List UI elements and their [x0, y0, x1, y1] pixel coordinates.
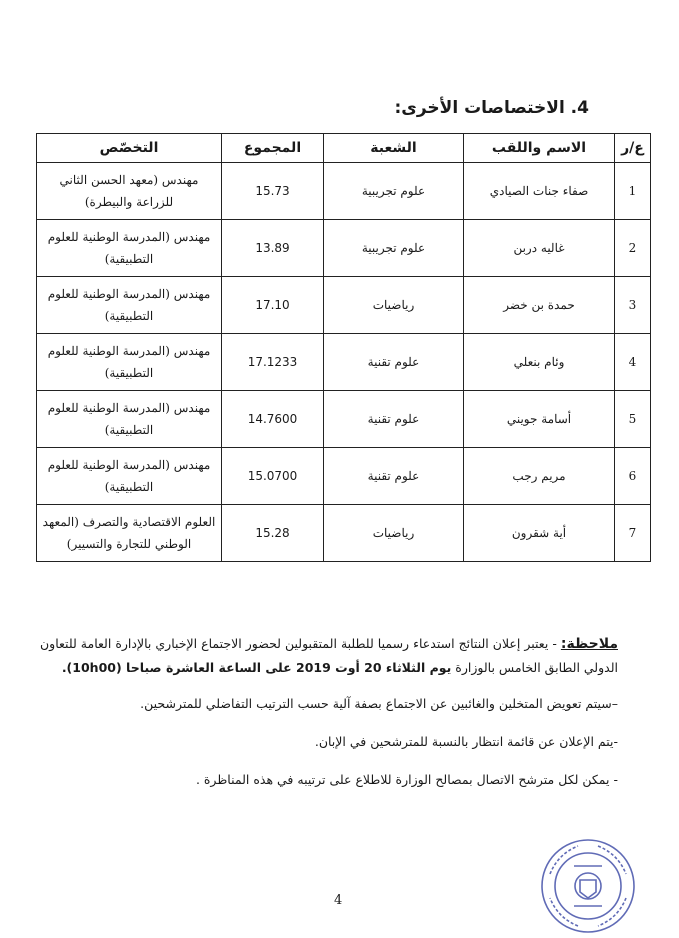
cell-score: 15.0700	[222, 448, 324, 505]
cell-stream: علوم تجريبية	[324, 220, 464, 277]
cell-stream: علوم تقنية	[324, 448, 464, 505]
cell-specialty: مهندس (المدرسة الوطنية للعلوم التطبيقية)	[37, 334, 222, 391]
cell-num: 6	[615, 448, 651, 505]
cell-num: 5	[615, 391, 651, 448]
cell-num: 2	[615, 220, 651, 277]
table-row	[37, 277, 651, 334]
cell-score: 15.73	[222, 163, 324, 220]
cell-num: 4	[615, 334, 651, 391]
note-label: ملاحظة:	[560, 636, 618, 652]
table-row	[37, 505, 651, 562]
official-stamp-icon	[538, 836, 638, 936]
page-number: 4	[334, 893, 343, 908]
cell-stream: علوم تقنية	[324, 334, 464, 391]
cell-score: 14.7600	[222, 391, 324, 448]
cell-specialty: مهندس (معهد الحسن الثاني للزراعة والبيطرة)	[37, 163, 222, 220]
cell-specialty: العلوم الاقتصادية والتصرف (المعهد الوطني للتجارة والتسيير)	[37, 505, 222, 562]
cell-score: 15.28	[222, 505, 324, 562]
table-row	[37, 391, 651, 448]
note-item-replacement: –سيتم تعويض المتخلين والغائبين عن الاجتماع بصفة آلية حسب الترتيب التفاضلي للمترشحين.	[140, 696, 618, 711]
cell-stream: علوم تقنية	[324, 391, 464, 448]
cell-stream: علوم تجريبية	[324, 163, 464, 220]
table-row	[37, 334, 651, 391]
cell-specialty: مهندس (المدرسة الوطنية للعلوم التطبيقية)	[37, 448, 222, 505]
cell-name: مريم رجب	[464, 448, 615, 505]
cell-specialty: مهندس (المدرسة الوطنية للعلوم التطبيقية)	[37, 220, 222, 277]
cell-score: 17.10	[222, 277, 324, 334]
cell-num: 1	[615, 163, 651, 220]
cell-name: صفاء جنات الصيادي	[464, 163, 615, 220]
note-main-paragraph	[40, 632, 618, 680]
cell-specialty: مهندس (المدرسة الوطنية للعلوم التطبيقية)	[37, 391, 222, 448]
notes-section	[40, 632, 618, 806]
note-main-text: - يعتبر إعلان النتائج استدعاء رسميا للطلبة المتقبولين لحضور الاجتماع الإخباري بالإدارة العامة للتعاون الدولي الطابق الخامس بالوزارة	[40, 636, 618, 675]
cell-name: غاليه دربن	[464, 220, 615, 277]
note-item-contact: - يمكن لكل مترشح الاتصال بمصالح الوزارة للاطلاع على ترتيبه في هذه المناظرة .	[195, 772, 618, 787]
cell-name: أية شقرون	[464, 505, 615, 562]
table-header-row	[37, 134, 651, 163]
cell-stream: رياضيات	[324, 505, 464, 562]
cell-score: 17.1233	[222, 334, 324, 391]
header-score: المجموع	[222, 134, 324, 163]
cell-specialty: مهندس (المدرسة الوطنية للعلوم التطبيقية)	[37, 277, 222, 334]
cell-name: حمدة بن خضر	[464, 277, 615, 334]
cell-num: 3	[615, 277, 651, 334]
table-row	[37, 163, 651, 220]
section-title: 4. الاختصاصات الأخرى:	[394, 98, 589, 118]
table-row	[37, 448, 651, 505]
cell-stream: رياضيات	[324, 277, 464, 334]
cell-score: 13.89	[222, 220, 324, 277]
header-name: الاسم واللقب	[464, 134, 615, 163]
cell-name: أسامة جويني	[464, 391, 615, 448]
header-specialty: التخصّص	[37, 134, 222, 163]
cell-name: وئام بنعلي	[464, 334, 615, 391]
header-stream: الشعبة	[324, 134, 464, 163]
header-num: ع/ر	[615, 134, 651, 163]
note-date-time: يوم الثلاثاء 20 أوت 2019 على الساعة العاشرة صباحا (10h00).	[61, 660, 452, 675]
results-table	[36, 133, 651, 562]
table-row	[37, 220, 651, 277]
cell-num: 7	[615, 505, 651, 562]
note-item-waiting-list: -يتم الإعلان عن قائمة انتظار بالنسبة للمترشحين في الإبان.	[314, 734, 618, 749]
